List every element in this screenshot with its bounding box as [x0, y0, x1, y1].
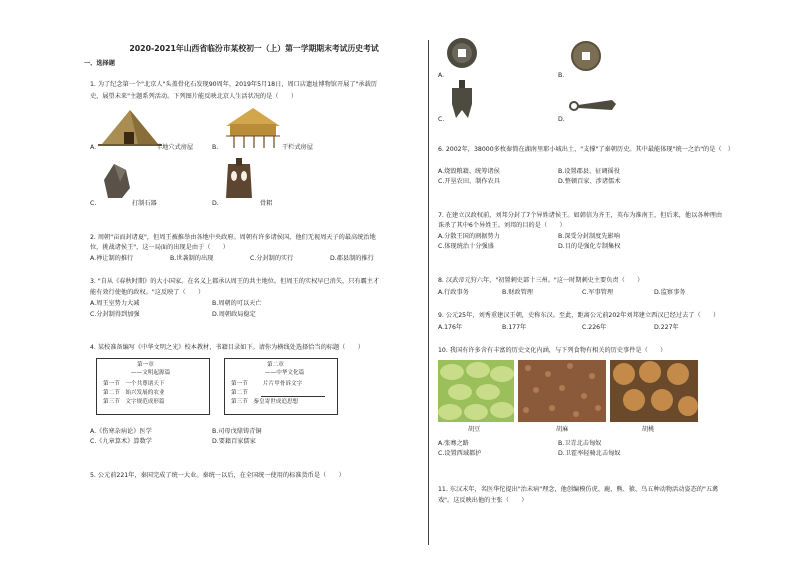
q7-line2: 诛杀了其中6个异姓王。刘邦的目的是（ ）: [438, 222, 566, 229]
q9-opt-c: C.226年: [582, 324, 607, 331]
q3-opt-a: A.周王室势力大减: [90, 300, 140, 307]
q10-opt-d: D.卫霍率轻骑北击匈奴: [558, 450, 621, 457]
q7-opt-b: B.深受分封制度先影响: [558, 233, 620, 240]
q8-opt-c: C.军事管理: [582, 289, 614, 296]
q10-line1: 10. 我国有许多含有丰富的历史文化内涵，与下列食物有相关的历史事件是（ ）: [438, 347, 667, 354]
q7-opt-a: A.分散王国的割据势力: [438, 233, 500, 240]
q1-cap-b: 干栏式房屋: [282, 144, 313, 151]
section-heading: 一、选择题: [84, 60, 115, 67]
q1-line2: 史，展望未来"主题系列活动。下列图片能反映北京人生活状况的是（ ）: [90, 93, 298, 100]
q3-line1: 3. "自从《春秋时期》的大小国家。在名义上都承认周王的共主地位。但周王的实权早已消失，只有霸主才: [90, 278, 380, 285]
chapter2-row0: 片片甲骨诉文字: [263, 381, 303, 387]
q10-cap2: 胡麻: [556, 426, 569, 433]
q3-opt-d: D.周朝政局稳定: [212, 311, 256, 318]
q8-opt-d: D.监察事务: [654, 289, 686, 296]
q10-opt-c: C.设置西域都护: [438, 450, 482, 457]
q7-opt-d: D.目的是强化专制集权: [558, 243, 621, 250]
chapter1-subtitle: ——文明起源篇: [131, 370, 171, 376]
chapter1-row3: 第三节 文字规范成形篇: [103, 399, 165, 405]
q2-opt-c: C.分封制的实行: [250, 255, 294, 262]
q4-line1: 4. 某校准备编写《中华文明之光》校本教材，书籍目录如下。请你为横线处选择恰当的标题（ ）: [90, 344, 364, 351]
q11-line1: 11. 东汉末年，名医华佗提出"治未病"理念，他创编模仿虎、鹿、熊、猿、鸟五种动物活动姿态的"五禽: [438, 486, 719, 493]
q10-opt-a: A.张骞之路: [438, 440, 469, 447]
broad-beans-image: [438, 360, 514, 422]
q9-opt-d: D.227年: [654, 324, 679, 331]
catalog-box-chapter2: [224, 358, 338, 415]
coin-a-image: [446, 36, 478, 70]
q5-line1: 5. 公元前221年，秦国完成了统一大业。秦统一以后，在全国统一使用的标准货币是（ ）: [90, 472, 345, 479]
q3-opt-b: B.周朝的可以天亡: [212, 300, 262, 307]
walnuts-image: [610, 360, 698, 422]
q1-opt-c: C.: [90, 200, 97, 207]
q2-line2: 位，挑战诸侯王"，这一局面的出现是由于（ ）: [90, 244, 229, 251]
q1-opt-a: A.: [90, 144, 97, 151]
q6-line1: 6. 2002年，38000多枚秦简在湖南里耶小城出土，"支撑"了秦朝历史。其中最能体现"统一之治"的是（ ）: [438, 146, 734, 153]
chapter1-heading: 第一章: [137, 362, 154, 368]
q5-opt-b: B.: [558, 72, 565, 79]
chapter2-heading: 第二章: [267, 362, 284, 368]
q1-opt-d: D.: [212, 200, 219, 207]
page-title: 2020-2021年山西省临汾市某校初一（上）第一学期期末考试历史考试: [129, 44, 379, 53]
q9-opt-a: A.176年: [438, 324, 463, 331]
catalog-box-chapter1: [96, 358, 210, 415]
q6-opt-b: B.设置郡县、征调徭役: [558, 168, 620, 175]
chapter2-row1: 第一节: [231, 381, 248, 387]
chapter2-row2: 第二节: [231, 390, 248, 396]
chapter2-row3: 第三节 秦皇寄世成追思想: [231, 399, 299, 405]
q11-line2: 戏"。这反映出他的主张（ ）: [438, 497, 528, 504]
q2-opt-d: D.郡县制的推行: [330, 255, 374, 262]
q1-line1: 1. 为了纪念第一个"北京人"头盖骨化石发现90周年，2019年5月18日，周口店遗址博物馆开展了"承载历: [90, 81, 377, 88]
q2-opt-b: B.世袭制的出现: [170, 255, 214, 262]
q7-opt-c: C.体现统治十分强盛: [438, 243, 494, 250]
q5-opt-a: A.: [438, 72, 445, 79]
q1-cap-a: 半地穴式房屋: [156, 144, 194, 151]
flax-seeds-image: [518, 360, 606, 422]
q6-opt-d: D.整顿百家、涉诸儒术: [558, 178, 621, 185]
semi-subterranean-house-image: [98, 104, 162, 150]
column-divider: [428, 40, 429, 545]
q1-cap-d: 骨耜: [260, 200, 273, 207]
q8-line1: 8. 汉武帝元狩六年，"初置刺史部十三州。"这一时期刺史主要负责（ ）: [438, 277, 644, 284]
chipped-stone-tool-image: [100, 160, 134, 200]
knife-coin-image: [568, 96, 618, 116]
q9-opt-b: B.177年: [502, 324, 527, 331]
blank-line: [261, 396, 325, 397]
q2-opt-a: A.禅让制的推行: [90, 255, 134, 262]
q3-opt-c: C.分封制得到加强: [90, 311, 140, 318]
q4-opt-a: A.《伤寒杂病论》医学: [90, 428, 152, 435]
q4-opt-c: C.《九章算术》算数学: [90, 438, 152, 445]
stilt-house-image: [220, 104, 286, 150]
q4-opt-b: B.司母戊鼎铸青铜: [212, 428, 262, 435]
q5-opt-c: C.: [438, 116, 445, 123]
q8-opt-b: B.财政管理: [502, 289, 533, 296]
q7-line1: 7. 在建立汉政权前，刘邦分封了7个异姓诸侯王。如韩信为齐王，英布为淮南王，但后来，他以各种理由: [438, 212, 723, 219]
coin-b-image: [570, 40, 602, 72]
q6-opt-c: C.开垦农田、制作农具: [438, 178, 500, 185]
q2-line1: 2. 周朝"亩而封诸夏"，但周王被推举由各地中央政府。周朝有许多诸侯国，他们无视周天子的最高统治地: [90, 234, 376, 241]
q8-opt-a: A.行政事务: [438, 289, 469, 296]
q9-line1: 9. 公元25年，刘秀重建汉王朝，史称东汉。至此，距离公元前202年刘邦建立西汉已经过去了（ ）: [438, 312, 720, 319]
q5-opt-d: D.: [558, 116, 565, 123]
q4-opt-d: D.要籍百家儒家: [212, 438, 256, 445]
chapter1-row2: 第二节 始兴发展的农业: [103, 390, 165, 396]
q10-cap1: 胡豆: [468, 426, 481, 433]
q10-cap3: 胡桃: [642, 426, 655, 433]
chapter1-row1: 第一节 一个共尊诸天下: [103, 381, 165, 387]
q6-opt-a: A.烧毁粮籍、统筹诸侯: [438, 168, 500, 175]
q10-opt-b: B.卫青北击匈奴: [558, 440, 602, 447]
q3-line2: 能有效行使他的政权。"这反映了（ ）: [90, 289, 205, 296]
spade-coin-image: [448, 80, 476, 120]
chapter2-subtitle: ——中华文化篇: [265, 370, 305, 376]
q1-opt-b: B.: [212, 144, 219, 151]
q1-cap-c: 打制石器: [132, 200, 157, 207]
bone-spade-image: [222, 156, 256, 202]
